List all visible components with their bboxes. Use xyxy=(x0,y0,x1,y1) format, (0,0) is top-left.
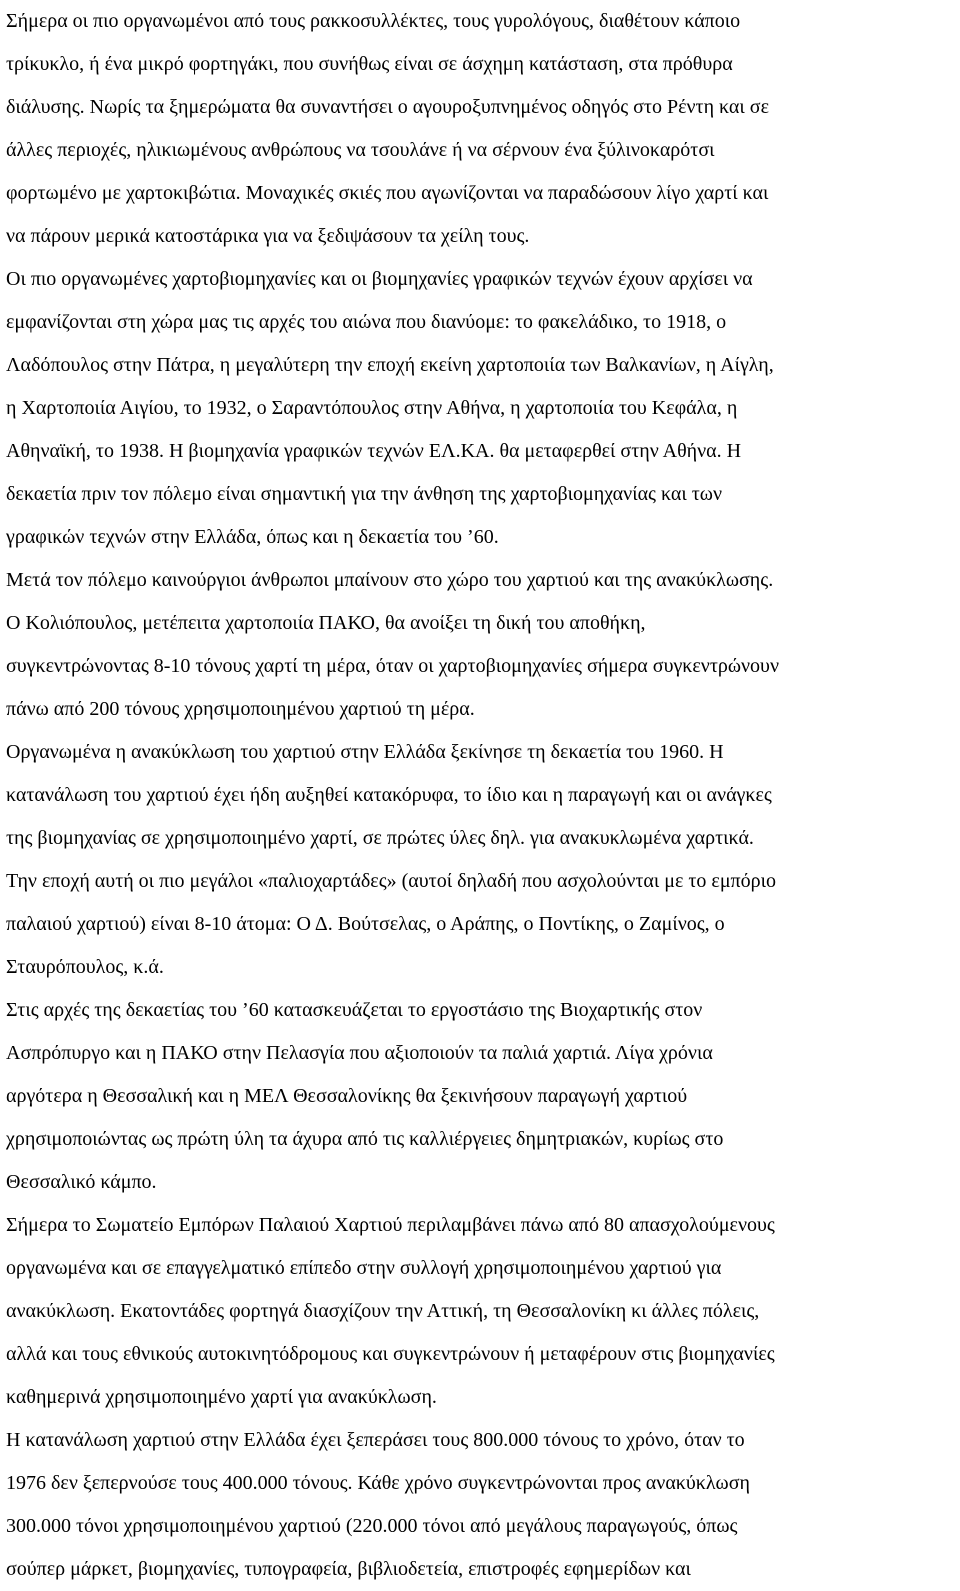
paragraph-1 xyxy=(6,0,956,258)
text-line: ανακύκλωση. Εκατοντάδες φορτηγά διασχίζουν την Αττική, τη Θεσσαλονίκη κι άλλες πόλεις, xyxy=(6,1300,760,1322)
text-line: σούπερ μάρκετ, βιομηχανίες, τυπογραφεία, βιβλιοδετεία, επιστροφές εφημερίδων και xyxy=(6,1558,691,1580)
text-line: γραφικών τεχνών στην Ελλάδα, όπως και η δεκαετία του ’60. xyxy=(6,526,499,548)
text-line: να πάρουν μερικά κατοστάρικα για να ξεδιψάσουν τα χείλη τους. xyxy=(6,225,530,247)
paragraph-3 xyxy=(6,559,956,602)
text-line: Την εποχή αυτή οι πιο μεγάλοι «παλιοχαρτάδες» (αυτοί δηλαδή που ασχολούνται με το εμπόριο xyxy=(6,870,776,892)
text-line: καθημερινά χρησιμοποιημένο χαρτί για ανακύκλωση. xyxy=(6,1386,437,1408)
text-line: εμφανίζονται στη χώρα μας τις αρχές του αιώνα που διανύομε: το φακελάδικο, το 1918, ο xyxy=(6,311,727,333)
text-line: διάλυσης. Νωρίς τα ξημερώματα θα συναντήσει ο αγουροξυπνημένος οδηγός στο Ρέντη και σε xyxy=(6,96,769,118)
paragraph-6 xyxy=(6,989,956,1204)
text-line: Ο Κολιόπουλος, μετέπειτα χαρτοποιία ΠΑΚΟ, θα ανοίξει τη δική του αποθήκη, xyxy=(6,612,646,634)
text-line: 1976 δεν ξεπερνούσε τους 400.000 τόνους. Κάθε χρόνο συγκεντρώνονται προς ανακύκλωση xyxy=(6,1472,750,1494)
text-line: χρησιμοποιώντας ως πρώτη ύλη τα άχυρα από τις καλλιέργειες δημητριακών, κυρίως στο xyxy=(6,1128,724,1150)
text-line: πάνω από 200 τόνους χρησιμοποιημένου χαρτιού τη μέρα. xyxy=(6,698,475,720)
text-line: Θεσσαλικό κάμπο. xyxy=(6,1171,157,1193)
text-line: Λαδόπουλος στην Πάτρα, η μεγαλύτερη την εποχή εκείνη χαρτοποιία των Βαλκανίων, η Αίγλη, xyxy=(6,354,774,376)
text-line: Σταυρόπουλος, κ.ά. xyxy=(6,956,164,978)
paragraph-4 xyxy=(6,602,956,731)
text-line: Μετά τον πόλεμο καινούργιοι άνθρωποι μπαίνουν στο χώρο του χαρτιού και της ανακύκλωσης. xyxy=(6,569,774,591)
text-line: η Χαρτοποιία Αιγίου, το 1932, ο Σαραντόπουλος στην Αθήνα, η χαρτοποιία του Κεφάλα, η xyxy=(6,397,738,419)
text-line: Αθηναϊκή, το 1938. Η βιομηχανία γραφικών τεχνών ΕΛ.ΚΑ. θα μεταφερθεί στην Αθήνα. Η xyxy=(6,440,742,462)
text-line: οργανωμένα και σε επαγγελματικό επίπεδο στην συλλογή χρησιμοποιημένου χαρτιού για xyxy=(6,1257,722,1279)
text-line: Σήμερα οι πιο οργανωμένοι από τους ρακκοσυλλέκτες, τους γυρολόγους, διαθέτουν κάποιο xyxy=(6,10,741,32)
text-line: της βιομηχανίας σε χρησιμοποιημένο χαρτί, σε πρώτες ύλες δηλ. για ανακυκλωμένα χαρτικά. xyxy=(6,827,754,849)
paragraph-2 xyxy=(6,258,956,559)
text-line: δεκαετία πριν τον πόλεμο είναι σημαντική για την άνθηση της χαρτοβιομηχανίας και των xyxy=(6,483,722,505)
text-line: αλλά και τους εθνικούς αυτοκινητόδρομους και συγκεντρώνουν ή μεταφέρουν στις βιομηχανίες xyxy=(6,1343,775,1365)
text-line: άλλες περιοχές, ηλικιωμένους ανθρώπους να τσουλάνε ή να σέρνουν ένα ξύλινοκαρότσι xyxy=(6,139,715,161)
text-line: φορτωμένο με χαρτοκιβώτια. Μοναχικές σκιές που αγωνίζονται να παραδώσουν λίγο χαρτί και xyxy=(6,182,769,204)
text-line: τρίκυκλο, ή ένα μικρό φορτηγάκι, που συνήθως είναι σε άσχημη κατάσταση, στα πρόθυρα xyxy=(6,53,733,75)
paragraph-5 xyxy=(6,731,956,989)
document-body xyxy=(6,0,956,1591)
text-line: Η κατανάλωση χαρτιού στην Ελλάδα έχει ξεπεράσει τους 800.000 τόνους το χρόνο, όταν το xyxy=(6,1429,745,1451)
text-line: Οι πιο οργανωμένες χαρτοβιομηχανίες και οι βιομηχανίες γραφικών τεχνών έχουν αρχίσει να xyxy=(6,268,753,290)
text-line: αργότερα η Θεσσαλική και η ΜΕΛ Θεσσαλονίκης θα ξεκινήσουν παραγωγή χαρτιού xyxy=(6,1085,688,1107)
text-line: συγκεντρώνοντας 8-10 τόνους χαρτί τη μέρα, όταν οι χαρτοβιομηχανίες σήμερα συγκεντρώνουν xyxy=(6,655,779,677)
paragraph-7 xyxy=(6,1204,956,1419)
text-line: Στις αρχές της δεκαετίας του ’60 κατασκευάζεται το εργοστάσιο της Βιοχαρτικής στον xyxy=(6,999,703,1021)
text-line: κατανάλωση του χαρτιού έχει ήδη αυξηθεί κατακόρυφα, το ίδιο και η παραγωγή και οι ανάγκες xyxy=(6,784,772,806)
text-line: Ασπρόπυργο και η ΠΑΚΟ στην Πελασγία που αξιοποιούν τα παλιά χαρτιά. Λίγα χρόνια xyxy=(6,1042,713,1064)
paragraph-8 xyxy=(6,1419,956,1591)
text-line: Οργανωμένα η ανακύκλωση του χαρτιού στην Ελλάδα ξεκίνησε τη δεκαετία του 1960. Η xyxy=(6,741,724,763)
text-line: Σήμερα το Σωματείο Εμπόρων Παλαιού Χαρτιού περιλαμβάνει πάνω από 80 απασχολούμενους xyxy=(6,1214,775,1236)
text-line: 300.000 τόνοι χρησιμοποιημένου χαρτιού (220.000 τόνοι από μεγάλους παραγωγούς, όπως xyxy=(6,1515,738,1537)
text-line: παλαιού χαρτιού) είναι 8-10 άτομα: Ο Δ. Βούτσελας, ο Αράπης, ο Ποντίκης, ο Ζαμίνος, ο xyxy=(6,913,725,935)
